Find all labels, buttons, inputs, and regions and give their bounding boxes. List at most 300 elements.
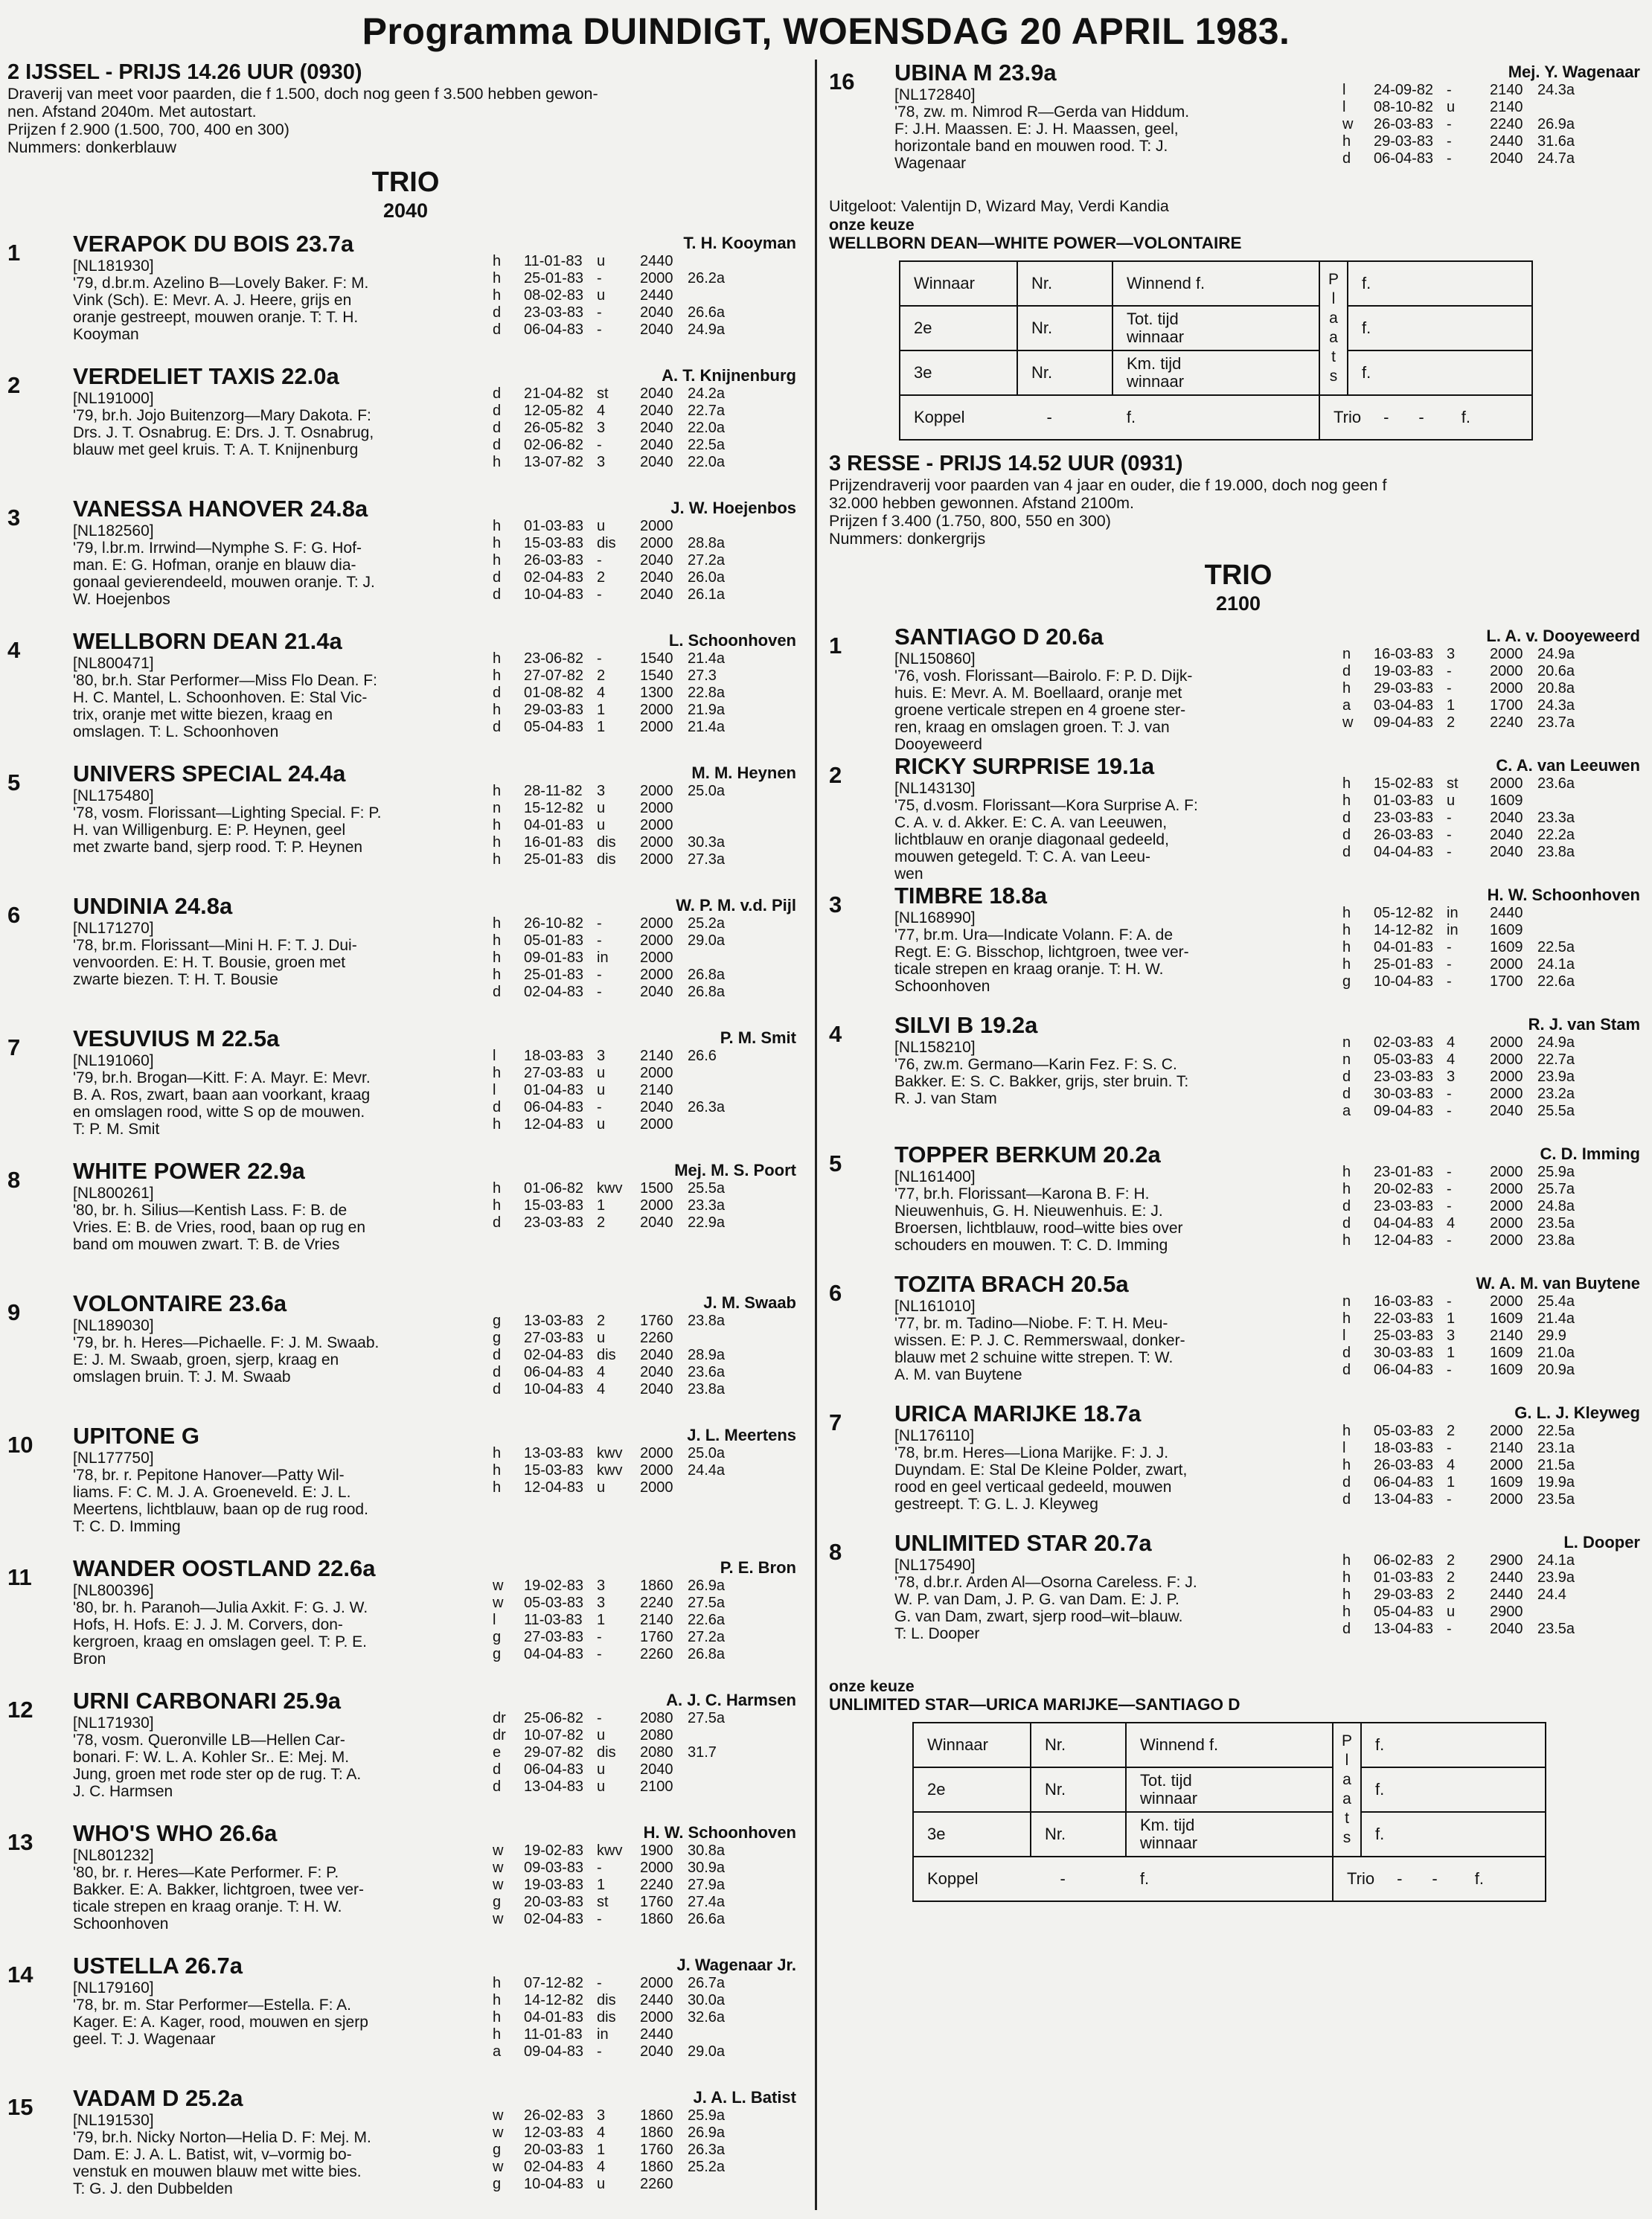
winning-amount-cell[interactable]: Winnend f. bbox=[1112, 261, 1319, 306]
time: 26.8a bbox=[688, 984, 726, 1000]
horse-details bbox=[73, 2085, 490, 2197]
trainer-name: C. D. Imming bbox=[1540, 1144, 1640, 1163]
horse-details bbox=[73, 231, 490, 343]
horse-details bbox=[73, 628, 490, 740]
distance: 2000 bbox=[640, 719, 673, 735]
placing: - bbox=[597, 1099, 602, 1115]
koppel-cell[interactable] bbox=[913, 1857, 1333, 1901]
distance: 2000 bbox=[1490, 1164, 1523, 1180]
second-number-cell[interactable]: Nr. bbox=[1017, 306, 1112, 350]
info-line: W. Hoejenbos bbox=[73, 591, 170, 608]
horse-details bbox=[73, 1158, 490, 1253]
horse-entry bbox=[829, 624, 1648, 753]
horse-pedigree-colors bbox=[894, 1444, 1311, 1513]
trio-label: Trio bbox=[1347, 1869, 1375, 1888]
prediction-form-race-3[interactable] bbox=[912, 1722, 1648, 1902]
info-line: Schoonhoven bbox=[73, 1915, 169, 1933]
placing: 2 bbox=[1447, 1423, 1456, 1439]
race-date: 26-03-83 bbox=[524, 552, 584, 569]
third-number-cell[interactable]: Nr. bbox=[1031, 1812, 1126, 1857]
horse-name: UNLIMITED STAR 20.7a bbox=[894, 1530, 1152, 1556]
place-amount-1[interactable]: f. bbox=[1361, 1723, 1546, 1767]
place-letter: a bbox=[1329, 329, 1338, 346]
placing: 2 bbox=[597, 667, 606, 684]
prediction-table[interactable] bbox=[899, 260, 1533, 441]
race-date: 25-01-83 bbox=[524, 967, 584, 983]
race-date: 02-03-83 bbox=[1374, 1034, 1434, 1051]
horse-entry bbox=[829, 60, 1648, 186]
race-date: 16-01-83 bbox=[524, 834, 584, 851]
place-label bbox=[1333, 1723, 1361, 1857]
placing: 1 bbox=[597, 1612, 606, 1628]
time: 25.9a bbox=[1537, 1164, 1575, 1180]
info-line: '75, d.vosm. Florissant—Kora Surprise A. F: bbox=[894, 797, 1198, 814]
third-label[interactable]: 3e bbox=[913, 1812, 1031, 1857]
place-letter: a bbox=[1342, 1771, 1351, 1788]
info-line: '80, br.h. Star Performer—Miss Flo Dean. F: bbox=[73, 672, 377, 689]
info-line: W. P. van Dam, J. P. G. van Dam. E: J. P. bbox=[894, 1591, 1179, 1608]
horse-pedigree-colors bbox=[73, 275, 490, 343]
race-date: 06-04-83 bbox=[524, 321, 584, 338]
track-code: d bbox=[493, 304, 502, 321]
distance: 2040 bbox=[640, 420, 673, 436]
race-date: 15-12-82 bbox=[524, 800, 584, 816]
info-line: gonaal gevierendeeld, mouwen oranje. T: J. bbox=[73, 574, 375, 591]
time: 22.5a bbox=[688, 437, 726, 453]
place-letter: t bbox=[1331, 348, 1336, 365]
distance: 1609 bbox=[1490, 1362, 1523, 1378]
info-line: Regt. E: G. Bisschop, lichtgroen, twee ver- bbox=[894, 944, 1189, 961]
distance: 2000 bbox=[640, 1065, 673, 1081]
race-date: 23-01-83 bbox=[1374, 1164, 1434, 1180]
horse-registration: [NL176110] bbox=[894, 1427, 975, 1444]
race-3-pick-label: onze keuze bbox=[829, 1677, 915, 1695]
placing: u bbox=[1447, 99, 1456, 115]
distance: 1300 bbox=[640, 685, 673, 701]
time: 27.4a bbox=[688, 1894, 726, 1910]
race-date: 27-07-82 bbox=[524, 667, 584, 684]
placing: u bbox=[597, 1065, 606, 1081]
horse-pedigree-colors bbox=[73, 1334, 490, 1386]
placing: - bbox=[1447, 680, 1452, 697]
info-line: '77, br.m. Ura—Indicate Volann. F: A. de bbox=[894, 926, 1174, 944]
track-code: h bbox=[1342, 922, 1351, 938]
info-line: met zwarte band, sjerp rood. T: P. Heynen bbox=[73, 839, 363, 856]
track-code: d bbox=[1342, 844, 1351, 860]
info-line: '78, d.br.r. Arden Al—Osorna Careless. F: J. bbox=[894, 1574, 1197, 1591]
horse-registration: [NL800396] bbox=[73, 1582, 154, 1599]
trio-cell[interactable] bbox=[1319, 395, 1532, 440]
horse-pedigree-colors bbox=[73, 1997, 490, 2048]
place-letter: a bbox=[1329, 310, 1338, 327]
horse-entry bbox=[829, 1530, 1648, 1659]
distance: 1860 bbox=[640, 1578, 673, 1594]
horse-number: 7 bbox=[829, 1409, 842, 1435]
race-date: 23-06-82 bbox=[524, 650, 584, 667]
distance: 2000 bbox=[1490, 1198, 1523, 1214]
info-line: '78, br. r. Pepitone Hanover—Patty Wil- bbox=[73, 1467, 345, 1484]
track-code: g bbox=[493, 1629, 502, 1645]
time: 25.7a bbox=[1537, 1181, 1575, 1197]
race-2-description: Draverij van meet voor paarden, die f 1.500, doch nog geen f 3.500 hebben gewon- nen. Afstand 2040m. Met autostart. Prijzen f 2.900 (1.500, 700, 400 en 300) Nummers: donkerblauw bbox=[7, 85, 598, 156]
track-code: d bbox=[1342, 1198, 1351, 1214]
trio-dash-1: - bbox=[1383, 408, 1389, 426]
placing: - bbox=[597, 932, 602, 949]
horse-name: RICKY SURPRISE 19.1a bbox=[894, 753, 1155, 779]
placing: - bbox=[1447, 116, 1452, 132]
time: 25.5a bbox=[1537, 1103, 1575, 1119]
horse-pedigree-colors bbox=[894, 667, 1311, 753]
race-date: 14-12-82 bbox=[1374, 922, 1434, 938]
horse-registration: [NL175480] bbox=[73, 787, 154, 804]
distance: 2000 bbox=[640, 2009, 673, 2026]
time: 21.4a bbox=[1537, 1310, 1575, 1327]
horse-name: VESUVIUS M 22.5a bbox=[73, 1025, 280, 1051]
time: 27.2a bbox=[688, 1629, 726, 1645]
race-3-title: 3 RESSE - PRIJS 14.52 UUR (0931) bbox=[829, 452, 1183, 476]
race-3-entries bbox=[829, 624, 1648, 1659]
time: 23.9a bbox=[1537, 1569, 1575, 1586]
time: 23.1a bbox=[1537, 1440, 1575, 1456]
time: 22.0a bbox=[688, 454, 726, 470]
prediction-table[interactable] bbox=[912, 1722, 1546, 1902]
track-code: h bbox=[493, 1992, 502, 2008]
race-date: 18-03-83 bbox=[524, 1048, 584, 1064]
placing: u bbox=[1447, 1604, 1456, 1620]
distance: 2000 bbox=[1490, 663, 1523, 679]
horse-pedigree-colors bbox=[73, 1467, 490, 1535]
race-date: 27-03-83 bbox=[524, 1629, 584, 1645]
time: 23.5a bbox=[1537, 1621, 1575, 1637]
distance: 1540 bbox=[640, 667, 673, 684]
info-line: Broersen, lichtblauw, rood–witte bies over bbox=[894, 1220, 1183, 1237]
race-3-description: Prijzendraverij voor paarden van 4 jaar en ouder, die f 19.000, doch nog geen f 32.000 hebben gewonnen. Afstand 2100m. Prijzen f 3.400 (1.750, 800, 550 en 300) Nummers: donkergrijs bbox=[829, 476, 1387, 548]
race-date: 01-06-82 bbox=[524, 1180, 584, 1197]
distance: 1760 bbox=[640, 1629, 673, 1645]
race-date: 02-04-83 bbox=[524, 569, 584, 586]
race-date: 18-03-83 bbox=[1374, 1440, 1434, 1456]
track-code: h bbox=[1342, 956, 1351, 973]
placing: - bbox=[597, 270, 602, 286]
track-code: h bbox=[1342, 905, 1351, 921]
info-line: huis. E: Mevr. A. M. Boellaard, oranje met bbox=[894, 685, 1182, 702]
prediction-form-race-2[interactable] bbox=[899, 260, 1648, 441]
distance: 2040 bbox=[640, 1347, 673, 1363]
placing: in bbox=[1447, 922, 1459, 938]
track-code: w bbox=[493, 1578, 504, 1594]
placing: dis bbox=[597, 834, 616, 851]
placing: - bbox=[1447, 1086, 1452, 1102]
info-line: Wagenaar bbox=[894, 155, 967, 172]
place-amount-2[interactable]: f. bbox=[1348, 306, 1532, 350]
time: 25.2a bbox=[688, 915, 726, 932]
horse-name: UNDINIA 24.8a bbox=[73, 893, 233, 919]
placing: - bbox=[597, 304, 602, 321]
race-date: 21-04-82 bbox=[524, 385, 584, 402]
second-label[interactable]: 2e bbox=[900, 306, 1017, 350]
horse-registration: [NL181930] bbox=[73, 257, 154, 275]
place-amount-2[interactable]: f. bbox=[1361, 1767, 1546, 1812]
trainer-name: T. H. Kooyman bbox=[683, 234, 796, 252]
time: 26.1a bbox=[688, 586, 726, 603]
koppel-dash: - bbox=[1046, 408, 1052, 426]
time: 27.3a bbox=[688, 851, 726, 868]
time: 27.3 bbox=[688, 667, 717, 684]
placing: 1 bbox=[1447, 1345, 1456, 1361]
horse-details bbox=[894, 1012, 1311, 1107]
race-date: 01-03-83 bbox=[1374, 792, 1434, 809]
time: 24.2a bbox=[688, 385, 726, 402]
time: 30.0a bbox=[688, 1992, 726, 2008]
placing: - bbox=[1447, 1198, 1452, 1214]
winning-amount-cell[interactable]: Winnend f. bbox=[1126, 1723, 1333, 1767]
placing: - bbox=[597, 915, 602, 932]
distance: 2140 bbox=[1490, 99, 1523, 115]
total-time-cell[interactable] bbox=[1126, 1767, 1333, 1812]
race-date: 13-03-83 bbox=[524, 1313, 584, 1329]
race-date: 06-02-83 bbox=[1374, 1552, 1434, 1569]
distance: 2000 bbox=[640, 518, 673, 534]
distance: 2040 bbox=[1490, 1621, 1523, 1637]
horse-number: 3 bbox=[829, 891, 842, 918]
placing: 4 bbox=[1447, 1457, 1456, 1473]
race-date: 29-03-83 bbox=[1374, 1586, 1434, 1603]
horse-name: VANESSA HANOVER 24.8a bbox=[73, 496, 368, 522]
winner-number-cell[interactable]: Nr. bbox=[1031, 1723, 1126, 1767]
track-code: h bbox=[493, 1180, 502, 1197]
distance: 2040 bbox=[1490, 827, 1523, 843]
horse-details bbox=[894, 624, 1311, 753]
race-date: 19-03-83 bbox=[524, 1877, 584, 1893]
race-date: 27-03-83 bbox=[524, 1065, 584, 1081]
trainer-name: A. J. C. Harmsen bbox=[666, 1691, 796, 1709]
race-date: 10-04-83 bbox=[524, 586, 584, 603]
track-code: d bbox=[1342, 1215, 1351, 1232]
track-code: h bbox=[493, 932, 502, 949]
distance: 2000 bbox=[640, 270, 673, 286]
race-date: 15-03-83 bbox=[524, 1197, 584, 1214]
horse-pedigree-colors bbox=[73, 672, 490, 740]
race-date: 05-04-83 bbox=[524, 719, 584, 735]
placing: 3 bbox=[597, 1048, 606, 1064]
time: 23.6a bbox=[688, 1364, 726, 1380]
place-amount-3[interactable]: f. bbox=[1361, 1812, 1546, 1857]
race-2-trio-label: TRIO bbox=[371, 167, 440, 198]
info-line: '79, br. h. Heres—Pichaelle. F: J. M. Swaab. bbox=[73, 1334, 380, 1351]
trio-cell[interactable] bbox=[1333, 1857, 1546, 1901]
koppel-f: f. bbox=[1126, 408, 1136, 426]
track-code: h bbox=[1342, 1164, 1351, 1180]
placing: 2 bbox=[1447, 1586, 1456, 1603]
horse-number: 3 bbox=[7, 505, 21, 531]
race-date: 28-11-82 bbox=[524, 783, 583, 799]
track-code: h bbox=[1342, 1552, 1351, 1569]
race-date: 25-01-83 bbox=[1374, 956, 1434, 973]
horse-entry bbox=[829, 883, 1648, 1012]
track-code: n bbox=[1342, 646, 1351, 662]
track-code: h bbox=[493, 2026, 502, 2043]
time: 23.5a bbox=[1537, 1215, 1575, 1232]
placing: 1 bbox=[597, 1877, 606, 1893]
info-line: venstuk en mouwen blauw met witte bies. bbox=[73, 2163, 362, 2180]
distance: 1609 bbox=[1490, 922, 1523, 938]
distance: 2040 bbox=[640, 304, 673, 321]
race-date: 01-08-82 bbox=[524, 685, 584, 701]
time: 27.2a bbox=[688, 552, 726, 569]
place-letter: P bbox=[1341, 1732, 1352, 1749]
time: 23.6a bbox=[1537, 775, 1575, 792]
horse-pedigree-colors bbox=[894, 1574, 1311, 1642]
race-date: 14-12-82 bbox=[524, 1992, 584, 2008]
race-date: 06-04-83 bbox=[1374, 1362, 1434, 1378]
race-date: 06-04-83 bbox=[524, 1364, 584, 1380]
time: 21.5a bbox=[1537, 1457, 1575, 1473]
trainer-name: W. A. M. van Buytene bbox=[1476, 1274, 1640, 1293]
track-code: w bbox=[1342, 116, 1354, 132]
place-amount-3[interactable]: f. bbox=[1348, 350, 1532, 395]
horse-name: UNIVERS SPECIAL 24.4a bbox=[73, 761, 346, 787]
distance: 2000 bbox=[640, 535, 673, 551]
placing: - bbox=[597, 2043, 602, 2060]
distance: 2000 bbox=[640, 1445, 673, 1461]
distance: 2000 bbox=[1490, 1181, 1523, 1197]
distance: 1860 bbox=[640, 2107, 673, 2124]
trainer-name: H. W. Schoonhoven bbox=[643, 1823, 796, 1842]
distance: 1860 bbox=[640, 2159, 673, 2175]
distance: 2140 bbox=[640, 1612, 673, 1628]
koppel-label: Koppel bbox=[914, 408, 965, 426]
race-date: 27-03-83 bbox=[524, 1330, 584, 1346]
trainer-name: J. W. Hoejenbos bbox=[670, 499, 796, 517]
race-date: 25-03-83 bbox=[1374, 1328, 1434, 1344]
third-number-cell[interactable]: Nr. bbox=[1017, 350, 1112, 395]
track-code: w bbox=[493, 1911, 504, 1927]
info-line: Duyndam. E: Stal De Kleine Polder, zwart, bbox=[894, 1461, 1188, 1479]
time: 26.9a bbox=[688, 1578, 726, 1594]
placing: 4 bbox=[1447, 1034, 1456, 1051]
time: 26.8a bbox=[688, 967, 726, 983]
track-code: h bbox=[493, 518, 502, 534]
distance: 2100 bbox=[640, 1778, 673, 1795]
distance: 2040 bbox=[640, 403, 673, 419]
time: 19.9a bbox=[1537, 1474, 1575, 1490]
info-line: blauw met 2 schuine witte strepen. T: W. bbox=[894, 1349, 1174, 1366]
horse-details bbox=[894, 60, 1311, 172]
info-line: J. C. Harmsen bbox=[73, 1783, 173, 1800]
second-label[interactable]: 2e bbox=[913, 1767, 1031, 1812]
horse-name: VERDELIET TAXIS 22.0a bbox=[73, 363, 339, 389]
place-letter: P bbox=[1328, 271, 1339, 288]
info-line: '77, br. m. Tadino—Niobe. F: T. H. Meu- bbox=[894, 1315, 1168, 1332]
distance: 2440 bbox=[1490, 1586, 1523, 1603]
placing: in bbox=[1447, 905, 1459, 921]
placing: 4 bbox=[597, 403, 606, 419]
info-line: G. van Dam, zwart, sjerp rood–wit–blauw. bbox=[894, 1608, 1183, 1625]
time: 26.6a bbox=[688, 304, 726, 321]
km-time-cell[interactable] bbox=[1126, 1812, 1333, 1857]
track-code: e bbox=[493, 1744, 502, 1761]
track-code: a bbox=[1342, 697, 1351, 714]
race-date: 05-12-82 bbox=[1374, 905, 1434, 921]
total-time-cell[interactable] bbox=[1112, 306, 1319, 350]
placing: 3 bbox=[1447, 1328, 1456, 1344]
second-number-cell[interactable]: Nr. bbox=[1031, 1767, 1126, 1812]
distance: 2240 bbox=[640, 1877, 673, 1893]
track-code: d bbox=[493, 685, 502, 701]
track-code: d bbox=[493, 1761, 502, 1778]
race-date: 29-03-83 bbox=[1374, 680, 1434, 697]
time: 22.6a bbox=[688, 1612, 726, 1628]
horse-name: VOLONTAIRE 23.6a bbox=[73, 1290, 287, 1316]
time: 22.6a bbox=[1537, 973, 1575, 990]
time: 21.4a bbox=[688, 650, 726, 667]
race-date: 11-01-83 bbox=[524, 2026, 583, 2043]
distance: 2440 bbox=[1490, 133, 1523, 150]
koppel-cell[interactable] bbox=[900, 395, 1319, 440]
track-code: h bbox=[493, 535, 502, 551]
track-code: d bbox=[493, 437, 502, 453]
info-line: Bakker. E: A. Bakker, lichtgroen, twee ver- bbox=[73, 1881, 365, 1898]
race-date: 04-04-83 bbox=[1374, 844, 1434, 860]
km-time-cell[interactable] bbox=[1112, 350, 1319, 395]
horse-registration: [NL161010] bbox=[894, 1298, 976, 1315]
distance: 1609 bbox=[1490, 1474, 1523, 1490]
info-line: Hofs, H. Hofs. E: J. J. M. Corvers, don- bbox=[73, 1616, 343, 1633]
horse-name: WHITE POWER 22.9a bbox=[73, 1158, 305, 1184]
race-date: 15-02-83 bbox=[1374, 775, 1434, 792]
third-label[interactable]: 3e bbox=[900, 350, 1017, 395]
placing: st bbox=[597, 385, 609, 402]
track-code: w bbox=[493, 2159, 504, 2175]
track-code: h bbox=[493, 950, 502, 966]
winner-label[interactable]: Winnaar bbox=[900, 261, 1017, 306]
winner-label[interactable]: Winnaar bbox=[913, 1723, 1031, 1767]
placing: 4 bbox=[597, 2124, 606, 2141]
place-amount-1[interactable]: f. bbox=[1348, 261, 1532, 306]
distance: 2000 bbox=[640, 1479, 673, 1496]
info-line: T: L. Dooper bbox=[894, 1625, 980, 1642]
horse-entry bbox=[829, 753, 1648, 883]
track-code: h bbox=[493, 552, 502, 569]
info-line: Schoonhoven bbox=[894, 978, 990, 995]
placing: 3 bbox=[1447, 1069, 1456, 1085]
horse-name: WELLBORN DEAN 21.4a bbox=[73, 628, 342, 654]
info-line: Drs. J. T. Osnabrug. E: Drs. J. T. Osnabrug, bbox=[73, 424, 374, 441]
track-code: w bbox=[493, 1842, 504, 1859]
winner-number-cell[interactable]: Nr. bbox=[1017, 261, 1112, 306]
track-code: h bbox=[493, 915, 502, 932]
trainer-name: H. W. Schoonhoven bbox=[1487, 886, 1640, 904]
race-date: 06-04-83 bbox=[524, 1099, 584, 1115]
info-line: Kager. E: A. Kager, rood, mouwen en sjerp bbox=[73, 2014, 368, 2031]
info-line: Dooyeweerd bbox=[894, 736, 982, 753]
time: 22.7a bbox=[1537, 1051, 1575, 1068]
race-date: 26-02-83 bbox=[524, 2107, 584, 2124]
horse-details bbox=[73, 363, 490, 458]
placing: - bbox=[597, 552, 602, 569]
race-date: 26-03-83 bbox=[1374, 1457, 1434, 1473]
horse-pedigree-colors bbox=[73, 539, 490, 608]
race-date: 12-04-83 bbox=[524, 1116, 584, 1133]
horse-pedigree-colors bbox=[894, 926, 1311, 995]
time: 22.9a bbox=[688, 1214, 726, 1231]
placing: 3 bbox=[597, 454, 606, 470]
track-code: w bbox=[493, 1860, 504, 1876]
placing: - bbox=[597, 321, 602, 338]
distance: 2040 bbox=[640, 1761, 673, 1778]
info-line: Vink (Sch). E: Mevr. A. J. Heere, grijs en bbox=[73, 292, 352, 309]
placing: 4 bbox=[597, 2159, 606, 2175]
